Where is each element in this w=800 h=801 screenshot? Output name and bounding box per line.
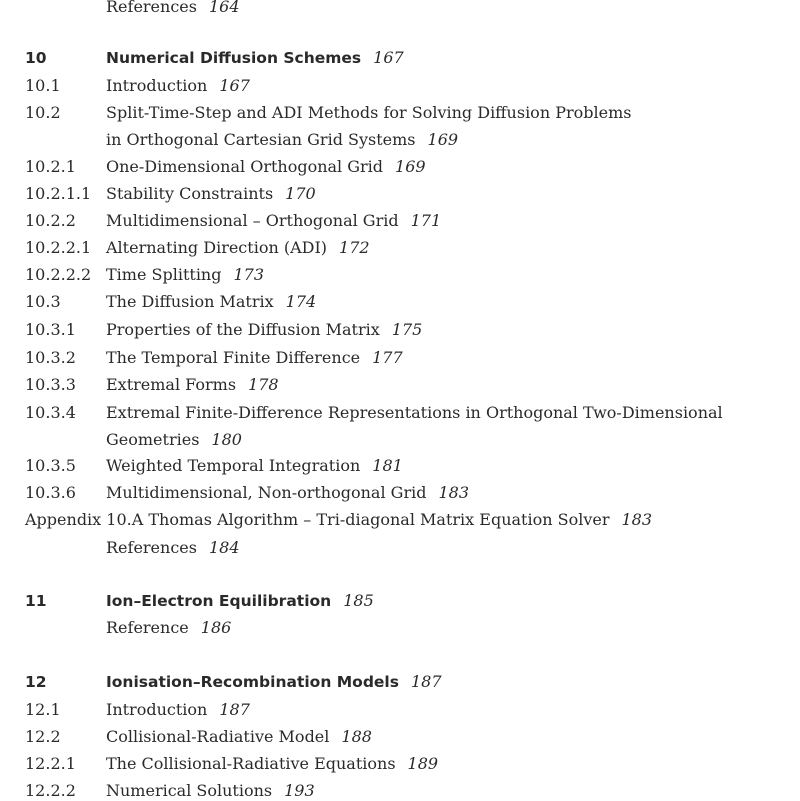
entry-page-number: 177 <box>372 348 403 367</box>
entry-number: 10.3.6 <box>25 483 76 502</box>
entry-page-number: 169 <box>395 157 426 176</box>
entry-title-text: Extremal Finite-Difference Representations in Orthogonal Two-Dimensional <box>106 403 723 422</box>
entry-number: 10.3 <box>25 292 61 311</box>
entry-title <box>106 456 403 476</box>
entry-title <box>106 348 403 368</box>
entry-number: 10.2.2.1 <box>25 238 92 257</box>
entry-page-number: 167 <box>373 48 404 67</box>
entry-page-number: 172 <box>339 238 370 257</box>
entry-title <box>106 238 370 258</box>
entry-number: 12.2 <box>25 727 61 746</box>
entry-number: 10.2.2 <box>25 211 76 230</box>
entry-title <box>106 157 426 177</box>
entry-title <box>106 265 264 285</box>
entry-page-number: 178 <box>248 375 279 394</box>
entry-title-text: Split-Time-Step and ADI Methods for Solving Diffusion Problems <box>106 103 632 122</box>
entry-page-number: 189 <box>407 754 439 773</box>
entry-title-text: The Diffusion Matrix <box>106 292 274 311</box>
entry-page-number: 187 <box>219 700 250 719</box>
entry-title-text: Numerical Solutions <box>106 781 273 800</box>
entry-page-number: 183 <box>621 510 653 529</box>
entry-number: 10 <box>25 49 47 67</box>
entry-number: 10.3.2 <box>25 348 76 367</box>
entry-title-text: References <box>106 538 197 557</box>
entry-title <box>106 483 469 503</box>
entry-page-number: 175 <box>391 320 423 339</box>
entry-title-text: The Collisional-Radiative Equations <box>106 754 396 773</box>
entry-page-number: 184 <box>208 538 240 557</box>
entry-title-text: Time Splitting <box>106 265 222 284</box>
entry-number: 12.2.2 <box>25 781 76 800</box>
entry-page-number: 187 <box>410 672 442 691</box>
entry-page-number: 185 <box>343 591 374 610</box>
entry-title <box>106 0 240 17</box>
entry-number: 10.3.3 <box>25 375 76 394</box>
entry-title-text: Introduction <box>106 700 208 719</box>
entry-number: 12.2.1 <box>25 754 76 773</box>
entry-number: 10.3.4 <box>25 403 76 422</box>
entry-page-number: 188 <box>341 727 372 746</box>
entry-title <box>106 48 404 68</box>
entry-page-number: 181 <box>372 456 403 475</box>
entry-title <box>106 76 250 96</box>
entry-title <box>106 591 374 611</box>
entry-page-number: 180 <box>211 430 242 449</box>
entry-title <box>106 618 231 638</box>
entry-title <box>106 403 723 423</box>
entry-number: 10.2.1 <box>25 157 76 176</box>
entry-title <box>106 130 458 150</box>
entry-number: 10.3.1 <box>25 320 76 339</box>
entry-title <box>106 375 279 395</box>
entry-number: 10.3.5 <box>25 456 76 475</box>
entry-title <box>106 292 316 312</box>
entry-number: 10.2.1.1 <box>25 184 92 203</box>
entry-page-number: 164 <box>208 0 240 16</box>
entry-title-text: Introduction <box>106 76 208 95</box>
entry-title-text: Reference <box>106 618 189 637</box>
entry-title <box>106 211 441 231</box>
entry-title-text: Geometries <box>106 430 200 449</box>
entry-title <box>106 754 438 774</box>
entry-number: 10.1 <box>25 76 61 95</box>
entry-title-text: in Orthogonal Cartesian Grid Systems <box>106 130 416 149</box>
entry-page-number: 186 <box>200 618 232 637</box>
entry-title-text: Alternating Direction (ADI) <box>106 238 328 257</box>
entry-page-number: 183 <box>438 483 469 502</box>
entry-page-number: 193 <box>284 781 315 800</box>
entry-title <box>106 672 442 692</box>
entry-title-text: One-Dimensional Orthogonal Grid <box>106 157 384 176</box>
entry-title <box>106 103 631 123</box>
entry-title-text: Weighted Temporal Integration <box>106 456 361 475</box>
entry-title <box>106 538 240 558</box>
entry-title-text: References <box>106 0 197 16</box>
entry-title-text: Properties of the Diffusion Matrix <box>106 320 380 339</box>
entry-title-text: Ion–Electron Equilibration <box>106 592 332 610</box>
entry-title-text: Collisional-Radiative Model <box>106 727 330 746</box>
entry-title-text: Multidimensional, Non-orthogonal Grid <box>106 483 427 502</box>
entry-page-number: 169 <box>427 130 459 149</box>
entry-number: 12.1 <box>25 700 61 719</box>
entry-title-text: Numerical Diffusion Schemes <box>106 49 362 67</box>
entry-title <box>25 510 652 530</box>
entry-title <box>106 700 250 720</box>
entry-page-number: 174 <box>285 292 317 311</box>
entry-page-number: 173 <box>233 265 265 284</box>
entry-page-number: 167 <box>219 76 250 95</box>
entry-title-text: Multidimensional – Orthogonal Grid <box>106 211 399 230</box>
entry-title <box>106 781 315 801</box>
entry-title <box>106 320 422 340</box>
entry-title-text: The Temporal Finite Difference <box>106 348 361 367</box>
entry-title-text: Appendix 10.A Thomas Algorithm – Tri-diagonal Matrix Equation Solver <box>25 510 610 529</box>
entry-number: 10.2.2.2 <box>25 265 92 284</box>
entry-number: 10.2 <box>25 103 61 122</box>
entry-page-number: 171 <box>410 211 442 230</box>
entry-title <box>106 184 316 204</box>
entry-page-number: 170 <box>285 184 316 203</box>
entry-number: 11 <box>25 592 47 610</box>
entry-number: 12 <box>25 673 47 691</box>
entry-title <box>106 430 242 450</box>
entry-title <box>106 727 372 747</box>
entry-title-text: Extremal Forms <box>106 375 237 394</box>
entry-title-text: Ionisation–Recombination Models <box>106 673 399 691</box>
entry-title-text: Stability Constraints <box>106 184 274 203</box>
